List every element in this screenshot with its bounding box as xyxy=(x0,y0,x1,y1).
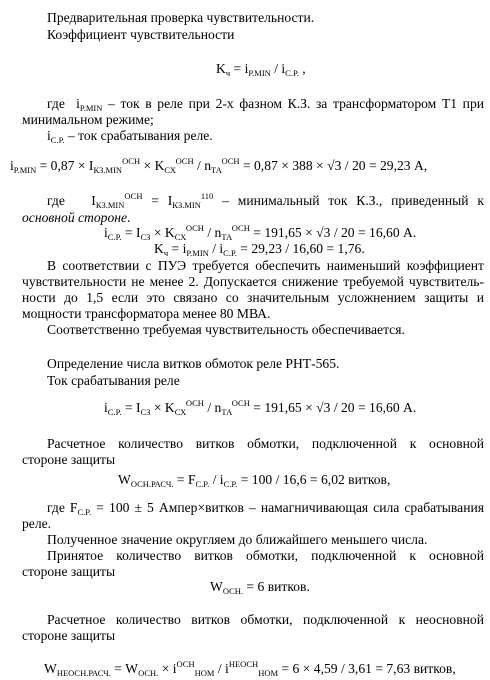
definition-isr: $i_{C.P.}$ – ток срабатывания реле. xyxy=(47,128,213,145)
calc-nonmain-line-2: стороне защиты xyxy=(22,628,116,643)
accepted-line-2: стороне защиты xyxy=(22,564,116,579)
sensitivity-coefficient-heading: Коэффициент чувствительности xyxy=(47,27,235,42)
pue-text-line-1: В соответствии с ПУЭ требуется обеспечить наименьший коэффициент xyxy=(47,258,484,273)
isr-formula-1: $i_{C.P.} = I_{СЗ} \times K_{СХ}^{ОСН} / n_{ТА}^{ОСН} = 191,65 \times √3 / 20 = 16,60$ А. xyxy=(104,223,417,242)
round-down-note: Полученное значение округляем до ближайшего меньшего числа. xyxy=(47,532,428,547)
pue-text-line-4: мощности трансформатора менее 80 МВА. xyxy=(22,306,271,321)
definition-ipmin: где $i_{P.MIN}$ – ток в реле при 2-х фазном К.З. за трансформатором Т1 при xyxy=(47,96,485,113)
accepted-line-1: Принятое количество витков обмотки, подключенной к основной xyxy=(47,548,484,563)
fsr-definition-cont: реле. xyxy=(22,516,52,531)
kch-formula: $K_ч = i_{P.MIN} / i_{C.P.}$ , xyxy=(216,61,306,78)
w-main-accepted: $W_{ОСН.} = 6$ витков. xyxy=(210,579,310,596)
calc-nonmain-line-1: Расчетное количество витков обмотки, подключенной к неосновной xyxy=(47,612,484,627)
section-title-sensitivity: Предварительная проверка чувствительности. xyxy=(47,10,315,25)
section-title-turns: Определение числа витков обмоток реле РНТ-565. xyxy=(47,356,340,371)
definition-ipmin-cont: минимальном режиме; xyxy=(22,112,154,127)
calc-main-line-1: Расчетное количество витков обмотки, подключенной к основной xyxy=(47,436,484,451)
sensitivity-ok: Соответственно требуемая чувствительность обеспечивается. xyxy=(47,322,405,337)
isr-formula-2: $i_{C.P.} = I_{СЗ} \times K_{СХ}^{ОСН} / n_{ТА}^{ОСН} = 191,65 \times √3 / 20 = 16,60$ А. xyxy=(104,398,417,417)
pue-text-line-3: ности до 1,5 если это связано со значительным усложнением защиты и xyxy=(22,290,484,305)
calc-main-line-2: стороне защиты xyxy=(22,452,116,467)
w-main-formula: $W_{ОСН.РАСЧ.} = F_{C.P.} / i_{C.P.} = 100 / 16,6 = 6,02$ витков, xyxy=(118,472,391,489)
ipmin-formula: $i_{P.MIN} = 0,87 \times I_{КЗ.MIN}^{ОСН} \times K_{СХ}^{ОСН} / n_{ТА}^{ОСН} = 0,87 \times 388 \times √3 / 20 = 29,23$ А, xyxy=(10,156,428,175)
kch-value: $K_ч = i_{P.MIN} / i_{C.P.} = 29,23 / 16,60 = 1,76$. xyxy=(154,241,365,258)
definition-ikzmin-cont: основной стороне. xyxy=(22,210,131,225)
trip-current-heading: Ток срабатывания реле xyxy=(47,373,180,388)
fsr-definition: где $F_{C.P.} = 100 \pm 5$ Ампер×витков – намагничивающая сила срабатывания xyxy=(47,500,484,517)
pue-text-line-2: чувствительности не менее 2. Допускается снижение требуемой чувствитель- xyxy=(22,274,484,289)
w-nonmain-formula: $W_{НЕОСН.РАСЧ.} = W_{ОСН.} \times i^{ОСН}_{HOM} / i^{НЕОСН}_{HOM} = 6 \times 4,59 / 3,61 = 7,63$ витков, xyxy=(44,659,456,678)
definition-ikzmin: где $I_{КЗ.MIN}^{ОСН} = I_{КЗ.MIN}^{110}$ – минимальный ток К.З., приведенный к xyxy=(47,191,484,210)
